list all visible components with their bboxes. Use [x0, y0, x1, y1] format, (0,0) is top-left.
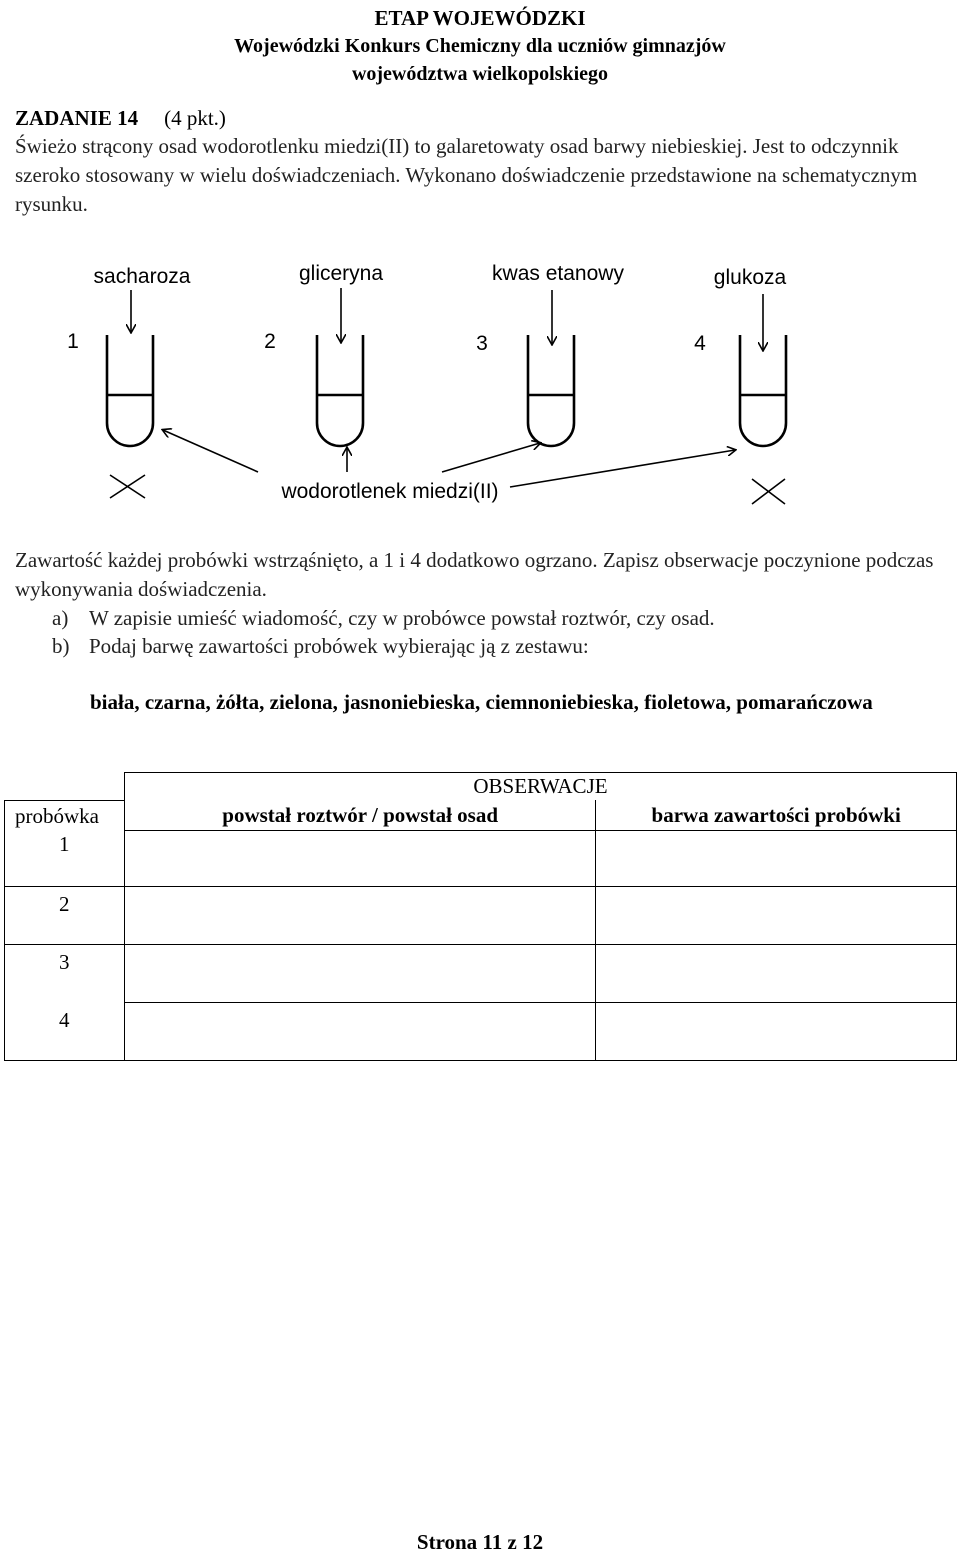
- column-header-color: barwa zawartości probówki: [596, 800, 957, 831]
- cell-result-2[interactable]: [124, 887, 595, 945]
- cell-result-4[interactable]: [124, 1003, 595, 1061]
- arrow-to-tube-1: [163, 430, 258, 472]
- experiment-diagram: [0, 250, 960, 515]
- test-tube-3: [528, 335, 574, 446]
- task-intro: Świeżo strącony osad wodorotlenku miedzi(II) to galaretowaty osad barwy niebieskiej. Jest to odczynnik szeroko stosowany w wielu doświadczeniach. Wykonano doświadczenie przedstawione na schematycznym rysunku.: [15, 134, 918, 216]
- cell-color-4[interactable]: [596, 1003, 957, 1061]
- column-header-tube: probówka: [5, 800, 125, 831]
- cell-color-3[interactable]: [596, 945, 957, 1003]
- test-tube-4: [740, 335, 786, 446]
- instructions-paragraph: Zawartość każdej probówki wstrząśnięto, a 1 i 4 dodatkowo ogrzano. Zapisz obserwacje poczynione podczas wykonywania doświadczenia.: [15, 548, 934, 601]
- instruction-b-text: Podaj barwę zawartości probówek wybierając ją z zestawu:: [89, 634, 589, 658]
- task-title: ZADANIE 14: [15, 106, 139, 130]
- color-options: biała, czarna, żółta, zielona, jasnoniebieska, ciemnoniebieska, fioletowa, pomarańczowa: [90, 690, 873, 714]
- header-stage: ETAP WOJEWÓDZKI: [374, 6, 586, 30]
- task-points: (4 pkt.): [164, 106, 226, 130]
- row-number-3: 3: [5, 945, 125, 1003]
- cell-result-3[interactable]: [124, 945, 595, 1003]
- observations-header: OBSERWACJE: [124, 773, 956, 801]
- instruction-a-marker: a): [52, 606, 69, 630]
- row-number-4: 4: [5, 1003, 125, 1061]
- table-row: [5, 887, 957, 945]
- header-region: województwa wielkopolskiego: [351, 63, 609, 85]
- table-corner: [5, 773, 125, 801]
- table-row: [5, 1003, 957, 1061]
- cell-color-2[interactable]: [596, 887, 957, 945]
- observation-table: [4, 772, 957, 1061]
- cell-result-1[interactable]: [124, 831, 595, 887]
- tube-number-3: 3: [476, 332, 488, 355]
- table-row: [5, 945, 957, 1003]
- cross-mark-4: [752, 479, 785, 504]
- cross-mark-1: [110, 475, 145, 498]
- reagent-label-2: gliceryna: [298, 262, 384, 285]
- table-row: [5, 831, 957, 887]
- tube-number-1: 1: [67, 330, 79, 353]
- test-tube-2: [317, 335, 363, 446]
- row-number-1: 1: [5, 831, 125, 887]
- task-heading: [15, 104, 226, 132]
- cell-color-1[interactable]: [596, 831, 957, 887]
- test-tube-1: [107, 335, 153, 446]
- reagent-label-3: kwas etanowy: [492, 262, 624, 285]
- column-header-result: powstał roztwór / powstał osad: [124, 800, 595, 831]
- instruction-a-text: W zapisie umieść wiadomość, czy w probówce powstał roztwór, czy osad.: [89, 606, 715, 630]
- arrow-to-tube-4: [510, 450, 735, 487]
- page-footer: Strona 11 z 12: [416, 1530, 544, 1554]
- header-contest: Wojewódzki Konkurs Chemiczny dla uczniów gimnazjów: [234, 35, 726, 57]
- arrow-to-tube-3: [442, 443, 540, 472]
- tube-number-4: 4: [694, 332, 706, 355]
- tube-number-2: 2: [264, 330, 276, 353]
- hydroxide-label: wodorotlenek miedzi(II): [281, 480, 499, 503]
- reagent-label-1: sacharoza: [93, 265, 191, 288]
- instruction-b-marker: b): [52, 634, 70, 658]
- row-number-2: 2: [5, 887, 125, 945]
- reagent-label-4: glukoza: [713, 266, 787, 289]
